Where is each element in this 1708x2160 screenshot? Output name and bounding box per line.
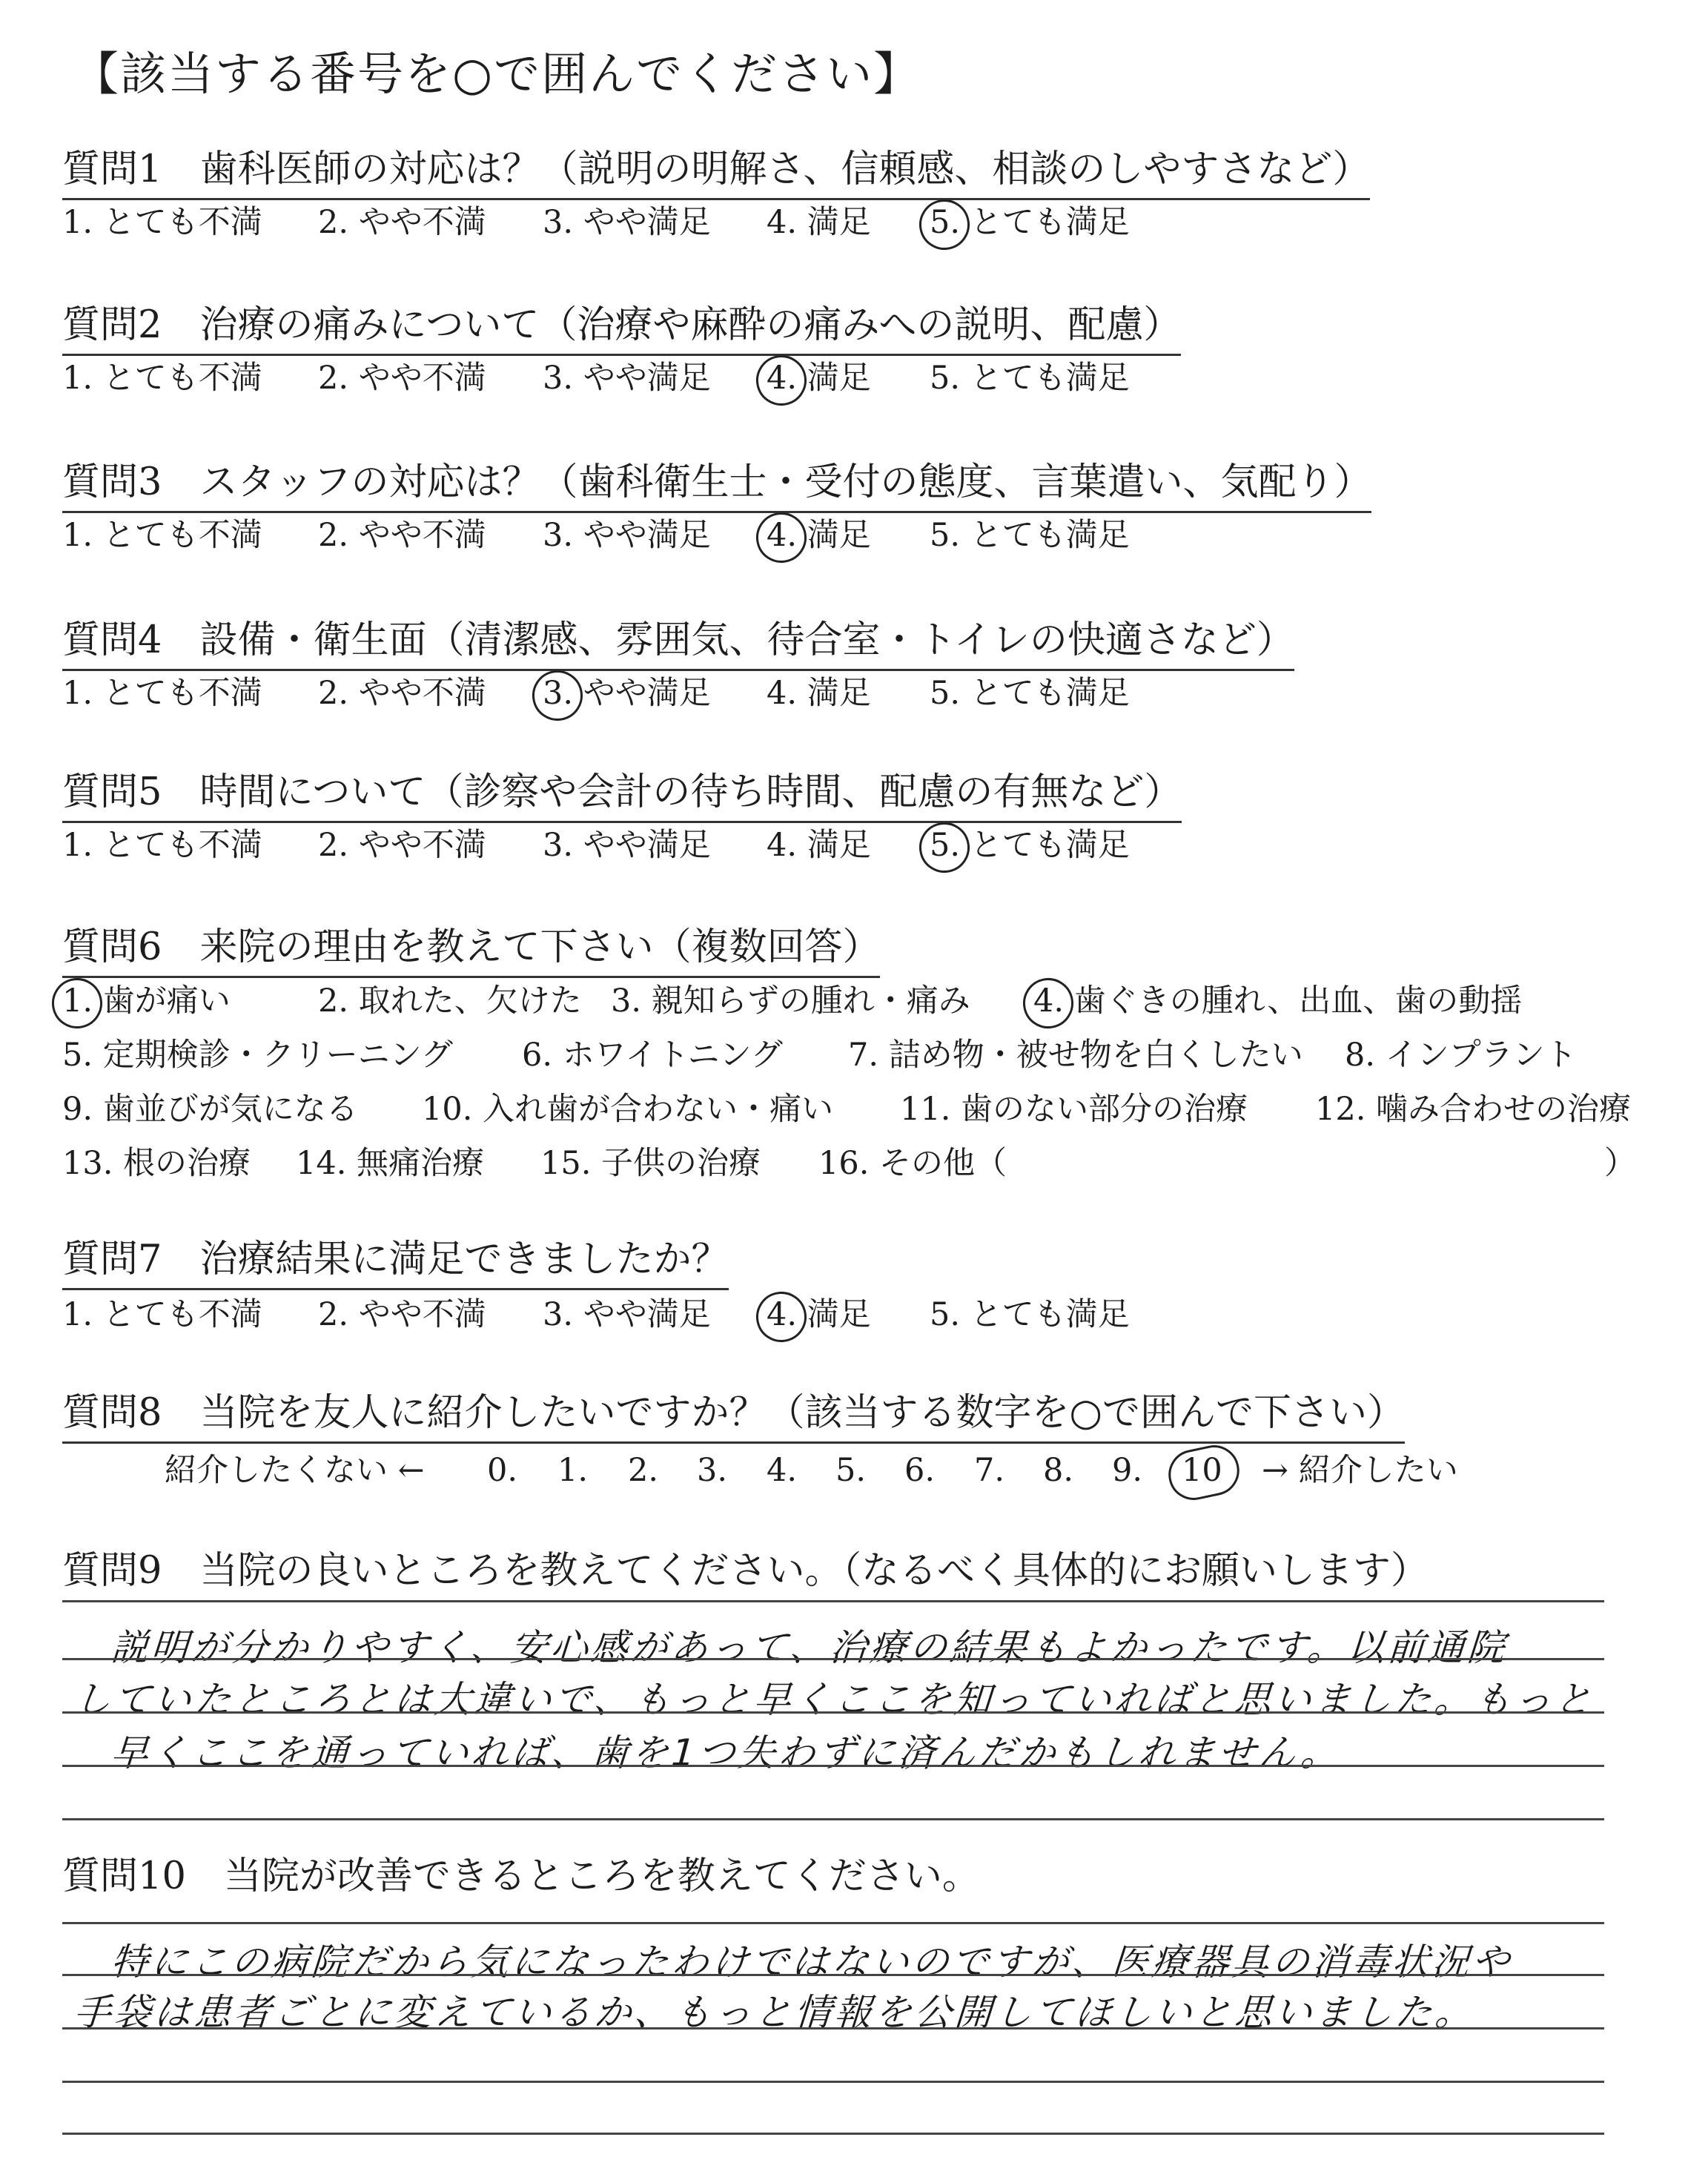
q8-number-7[interactable]: 7.	[974, 1452, 1005, 1489]
q6-option-1[interactable]: 1. 歯が痛い	[62, 982, 231, 1020]
q10-answer-line-top	[62, 1922, 1604, 1924]
page-heading: 【該当する番号を○で囲んでください】	[73, 47, 921, 101]
q9-answer-line-1: 説明が分かりやすく、安心感があって、治療の結果もよかったです。以前通院	[109, 1626, 1509, 1669]
q7-option-1[interactable]: 1. とても不満	[62, 1296, 262, 1333]
q6-option-5[interactable]: 5. 定期検診・クリーニング	[62, 1037, 453, 1074]
q7-option-3[interactable]: 3. やや満足	[543, 1296, 711, 1333]
q8-number-0[interactable]: 0.	[487, 1452, 518, 1489]
q8-number-3[interactable]: 3.	[697, 1452, 728, 1489]
q4-option-1[interactable]: 1. とても不満	[62, 675, 262, 712]
q3-option-2[interactable]: 2. やや不満	[318, 517, 486, 554]
q3-option-4[interactable]: 4. 満足	[767, 517, 871, 554]
q9-answer-line-2: していたところとは大違いで、もっと早くここを知っていればと思いました。もっと	[72, 1678, 1596, 1721]
q3-option-5[interactable]: 5. とても満足	[930, 517, 1130, 554]
q8-right-label: → 紹介したい	[1262, 1452, 1458, 1489]
q6-option-15[interactable]: 15. 子供の治療	[540, 1145, 761, 1182]
question-3-title: 質問3 スタッフの対応は？（歯科衛生士・受付の態度、言葉遣い、気配り）	[62, 460, 1371, 513]
q6-option-6[interactable]: 6. ホワイトニング	[522, 1037, 783, 1074]
q10-answer-line-2: 手袋は患者ごとに変えているか、もっと情報を公開してほしいと思いました。	[72, 1991, 1477, 2034]
q8-number-10[interactable]: 10	[1182, 1452, 1222, 1489]
question-7-title: 質問7 治療結果に満足できましたか？	[62, 1237, 729, 1290]
q1-option-2[interactable]: 2. やや不満	[318, 204, 486, 241]
q6-option-12[interactable]: 12. 噛み合わせの治療	[1315, 1091, 1632, 1128]
q4-option-5[interactable]: 5. とても満足	[930, 675, 1130, 712]
q7-option-2[interactable]: 2. やや不満	[318, 1296, 486, 1333]
q2-option-5[interactable]: 5. とても満足	[930, 360, 1130, 397]
q6-option-7[interactable]: 7. 詰め物・被せ物を白くしたい	[848, 1037, 1303, 1074]
question-8-title: 質問8 当院を友人に紹介したいですか？（該当する数字を○で囲んで下さい）	[62, 1390, 1405, 1444]
question-5-title: 質問5 時間について（診察や会計の待ち時間、配慮の有無など）	[62, 770, 1182, 823]
q2-option-1[interactable]: 1. とても不満	[62, 360, 262, 397]
q10-answer-line-rule-2	[62, 2027, 1604, 2029]
q6-other-close-paren: ）	[1604, 1145, 1636, 1182]
q6-option-2[interactable]: 2. 取れた、欠けた	[318, 982, 582, 1020]
q4-option-2[interactable]: 2. やや不満	[318, 675, 486, 712]
q6-option-10[interactable]: 10. 入れ歯が合わない・痛い	[422, 1091, 834, 1128]
q2-option-2[interactable]: 2. やや不満	[318, 360, 486, 397]
q6-option-14[interactable]: 14. 無痛治療	[296, 1145, 485, 1182]
question-2-title: 質問2 治療の痛みについて（治療や麻酔の痛みへの説明、配慮）	[62, 303, 1181, 356]
q10-answer-line-rule-4	[62, 2133, 1604, 2135]
q8-number-9[interactable]: 9.	[1112, 1452, 1143, 1489]
q7-option-4[interactable]: 4. 満足	[767, 1296, 871, 1333]
question-9-title: 質問9 当院の良いところを教えてください。（なるべく具体的にお願いします）	[62, 1549, 1429, 1593]
q5-option-4[interactable]: 4. 満足	[767, 827, 871, 864]
q6-option-11[interactable]: 11. 歯のない部分の治療	[900, 1091, 1248, 1128]
q6-option-9[interactable]: 9. 歯並びが気になる	[62, 1091, 358, 1128]
q5-option-2[interactable]: 2. やや不満	[318, 827, 486, 864]
q5-option-5[interactable]: 5. とても満足	[930, 827, 1130, 864]
q9-answer-line-rule-2	[62, 1711, 1604, 1714]
q6-option-8[interactable]: 8. インプラント	[1345, 1037, 1577, 1074]
q10-answer-line-rule-1	[62, 1974, 1604, 1976]
q1-option-5[interactable]: 5. とても満足	[930, 204, 1130, 241]
q6-option-13[interactable]: 13. 根の治療	[62, 1145, 251, 1182]
q8-number-8[interactable]: 8.	[1043, 1452, 1074, 1489]
q8-number-1[interactable]: 1.	[557, 1452, 589, 1489]
question-6-title: 質問6 来院の理由を教えて下さい（複数回答）	[62, 925, 880, 978]
q9-answer-line-rule-1	[62, 1658, 1604, 1660]
q3-option-3[interactable]: 3. やや満足	[543, 517, 711, 554]
q10-answer-line-rule-3	[62, 2081, 1604, 2083]
question-10-title: 質問10 当院が改善できるところを教えてください。	[62, 1855, 980, 1898]
q9-answer-line-3: 早くここを通っていれば、歯を1つ失わずに済んだかもしれません。	[109, 1731, 1343, 1774]
q1-option-4[interactable]: 4. 満足	[767, 204, 871, 241]
q8-number-6[interactable]: 6.	[904, 1452, 936, 1489]
q5-option-1[interactable]: 1. とても不満	[62, 827, 262, 864]
q8-number-4[interactable]: 4.	[767, 1452, 798, 1489]
q5-option-3[interactable]: 3. やや満足	[543, 827, 711, 864]
q8-number-2[interactable]: 2.	[628, 1452, 659, 1489]
q1-option-1[interactable]: 1. とても不満	[62, 204, 262, 241]
q2-option-3[interactable]: 3. やや満足	[543, 360, 711, 397]
q6-option-16[interactable]: 16. その他（	[818, 1145, 1007, 1182]
question-1-title: 質問1 歯科医師の対応は？（説明の明解さ、信頼感、相談のしやすさなど）	[62, 147, 1370, 200]
q4-option-4[interactable]: 4. 満足	[767, 675, 871, 712]
q8-left-label: 紹介したくない ←	[165, 1452, 425, 1489]
q9-answer-line-rule-4	[62, 1818, 1604, 1820]
q6-option-3[interactable]: 3. 親知らずの腫れ・痛み	[611, 982, 970, 1020]
question-4-title: 質問4 設備・衛生面（清潔感、雰囲気、待合室・トイレの快適さなど）	[62, 618, 1294, 671]
q9-answer-line-rule-3	[62, 1765, 1604, 1767]
q9-answer-line-top	[62, 1600, 1604, 1602]
q8-number-5[interactable]: 5.	[835, 1452, 867, 1489]
q6-option-4[interactable]: 4. 歯ぐきの腫れ、出血、歯の動揺	[1033, 982, 1523, 1020]
q2-option-4[interactable]: 4. 満足	[767, 360, 871, 397]
q4-option-3[interactable]: 3. やや満足	[543, 675, 711, 712]
q10-answer-line-1: 特にこの病院だから気になったわけではないのですが、医療器具の消毒状況や	[109, 1941, 1514, 1984]
q7-option-5[interactable]: 5. とても満足	[930, 1296, 1130, 1333]
q1-option-3[interactable]: 3. やや満足	[543, 204, 711, 241]
q3-option-1[interactable]: 1. とても不満	[62, 517, 262, 554]
